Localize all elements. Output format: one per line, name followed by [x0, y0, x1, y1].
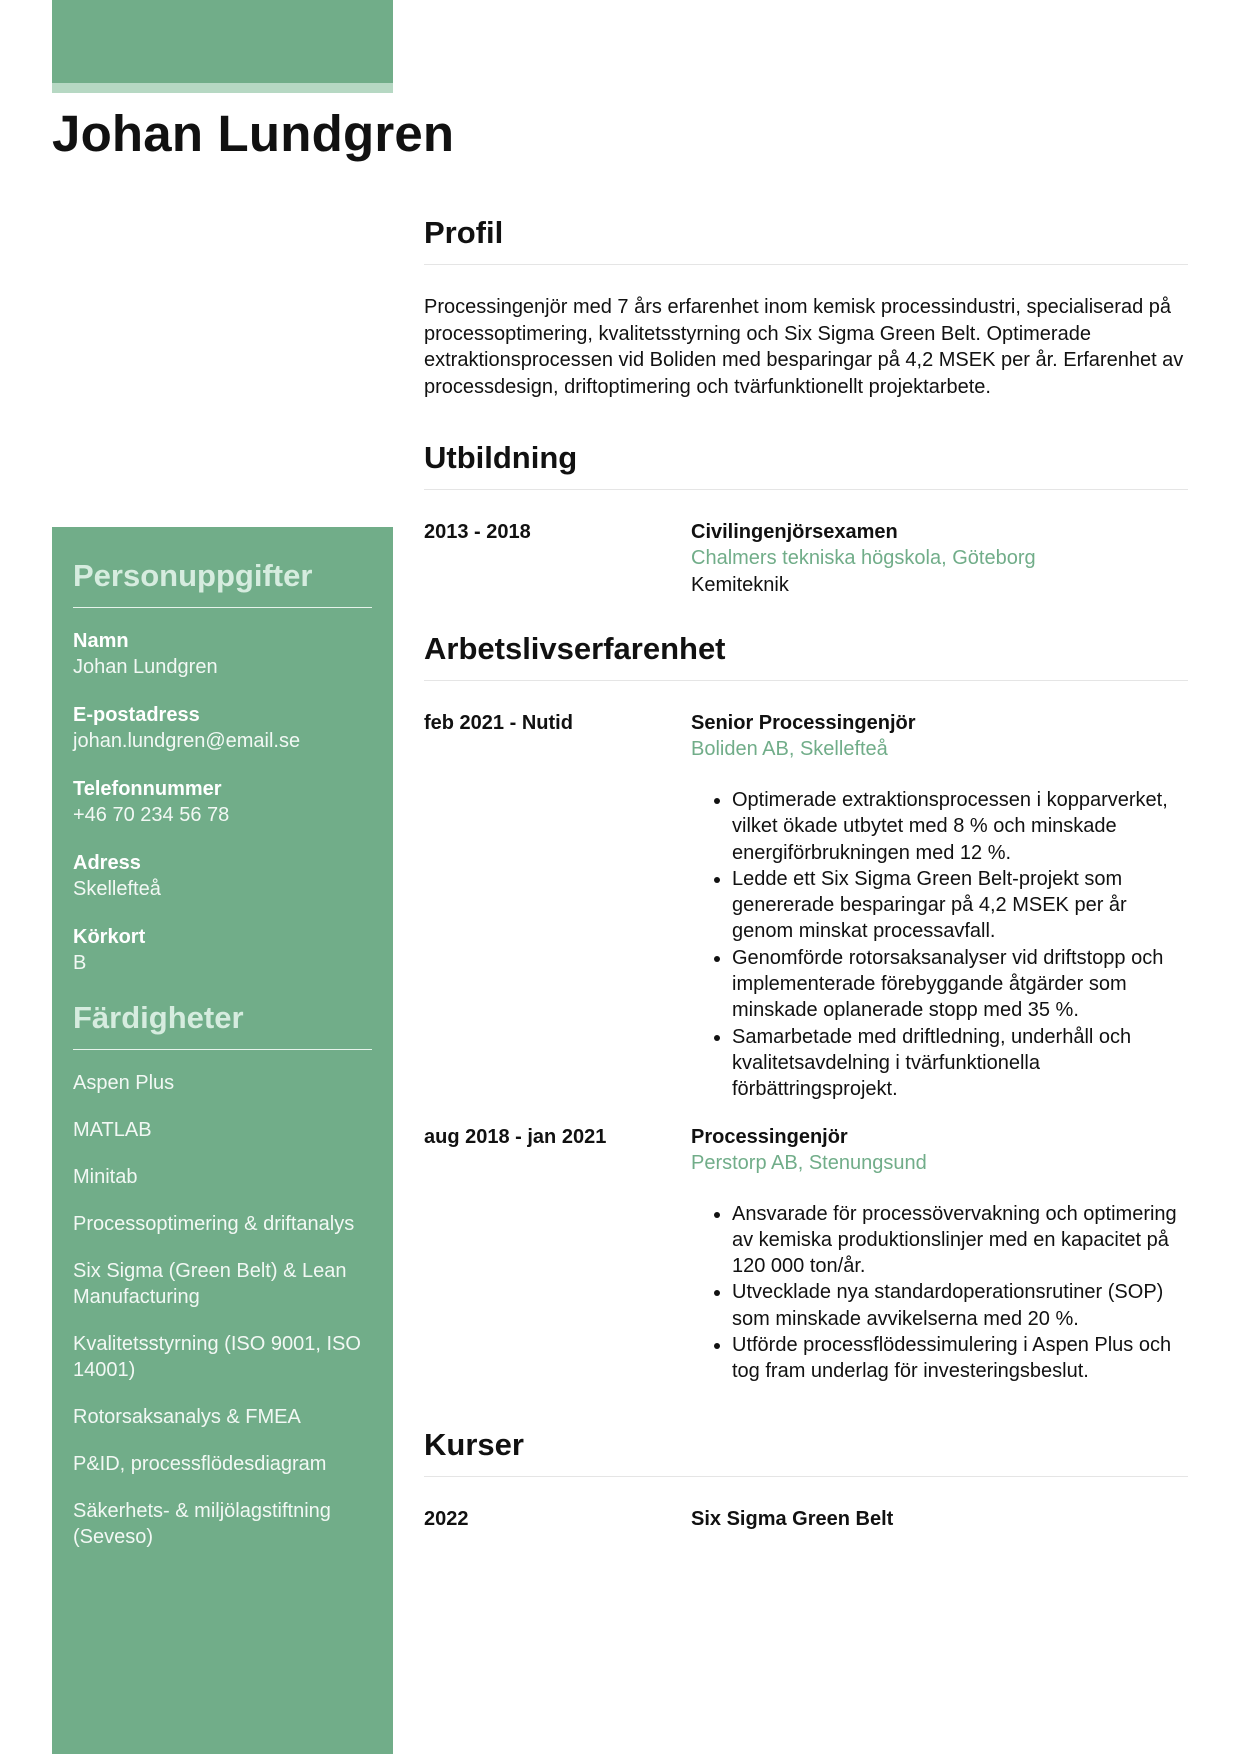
entry-date: aug 2018 - jan 2021 — [424, 1125, 607, 1148]
entry-organization: Boliden AB, Skellefteå — [691, 738, 888, 760]
personal-info-list — [73, 628, 372, 977]
experience-entry — [424, 710, 1188, 1103]
experience-heading: Arbetslivserfarenhet — [424, 631, 726, 666]
entry-detail: Kemiteknik — [691, 574, 789, 596]
achievement-item: • Samarbetade med driftledning, underhåll och kvalitetsavdelning i tvärfunktionella förbättringsprojekt. — [732, 1024, 1188, 1103]
info-label: E-postadress — [73, 704, 200, 726]
achievement-item: • Optimerade extraktionsprocessen i kopparverket, vilket ökade utbytet med 8 % och minskade energiförbrukningen med 12 %. — [732, 787, 1188, 866]
entry-title: Senior Processingenjör — [691, 712, 916, 734]
entry-date: 2022 — [424, 1507, 469, 1530]
entry-date: 2013 - 2018 — [424, 521, 531, 543]
skill-item: Processoptimering & driftanalys — [73, 1213, 355, 1235]
skill-item: Minitab — [73, 1166, 138, 1188]
entry-organization: Chalmers tekniska högskola, Göteborg — [691, 547, 1036, 569]
section-divider — [424, 680, 1188, 681]
skill-item: Säkerhets- & miljölagstiftning (Seveso) — [73, 1500, 331, 1548]
experience-entry — [424, 1124, 1188, 1385]
achievement-item: • Genomförde rotorsaksanalyser vid driftstopp och implementerade förebyggande åtgärder som minskade oplanerade stopp med 35 %. — [732, 945, 1188, 1024]
info-label: Körkort — [73, 926, 146, 948]
achievement-item: • Utförde processflödessimulering i Aspen Plus och tog fram underlag för investeringsbeslut. — [732, 1332, 1188, 1385]
courses-section — [424, 1425, 1188, 1532]
achievement-item: • Ledde ett Six Sigma Green Belt-projekt som genererade besparingar på 4,2 MSEK per år genom minskat processavfall. — [732, 866, 1188, 945]
education-entry — [424, 519, 1188, 599]
section-divider — [424, 264, 1188, 265]
education-section — [424, 438, 1188, 599]
achievement-item: • Utvecklade nya standardoperationsrutiner (SOP) som minskade avvikelserna med 20 %. — [732, 1279, 1188, 1332]
entry-body — [691, 1506, 1188, 1532]
personal-info-heading: Personuppgifter — [73, 558, 313, 593]
profile-text: Processingenjör med 7 års erfarenhet inom kemisk processindustri, specialiserad på processoptimering, kvalitetsstyrning och Six Sigma Green Belt. Optimerade extraktionsprocessen vid Boliden med besparingar på 4,2 MSEK per år. Erfarenhet av processdesign, driftoptimering och tvärfunktionellt projektarbete. — [424, 296, 1184, 398]
skill-item: Aspen Plus — [73, 1072, 175, 1094]
achievement-list — [691, 787, 1188, 1103]
section-divider — [424, 1476, 1188, 1477]
header-accent-bar — [52, 0, 393, 83]
profile-heading: Profil — [424, 215, 504, 250]
skills-heading: Färdigheter — [73, 1000, 244, 1035]
skill-item: Kvalitetsstyrning (ISO 9001, ISO 14001) — [73, 1333, 361, 1381]
achievement-item: • Ansvarade för processövervakning och optimering av kemiska produktionslinjer med en kapacitet på 120 000 ton/år. — [732, 1201, 1188, 1280]
entry-body — [691, 1124, 1188, 1385]
entry-title: Processingenjör — [691, 1125, 848, 1148]
personal-info-item — [73, 850, 372, 903]
main-content — [424, 213, 1188, 1532]
skill-item: Rotorsaksanalys & FMEA — [73, 1406, 301, 1428]
info-value: B — [73, 952, 87, 974]
sidebar-divider — [73, 607, 372, 608]
entry-organization: Perstorp AB, Stenungsund — [691, 1151, 927, 1174]
experience-section — [424, 629, 1188, 1385]
education-heading: Utbildning — [424, 440, 578, 475]
sidebar — [52, 527, 393, 1754]
profile-section — [424, 213, 1188, 400]
skill-item: MATLAB — [73, 1119, 152, 1141]
sidebar-divider — [73, 1049, 372, 1050]
candidate-name: Johan Lundgren — [52, 105, 455, 162]
info-label: Adress — [73, 852, 141, 874]
info-label: Namn — [73, 630, 129, 652]
section-divider — [424, 489, 1188, 490]
skill-item: P&ID, processflödesdiagram — [73, 1453, 327, 1475]
entry-title: Six Sigma Green Belt — [691, 1507, 894, 1530]
entry-date: feb 2021 - Nutid — [424, 712, 573, 734]
personal-info-item — [73, 628, 372, 681]
achievement-list — [691, 1201, 1188, 1385]
personal-info-item — [73, 776, 372, 829]
course-entry — [424, 1506, 1188, 1532]
info-value: Johan Lundgren — [73, 656, 218, 678]
skills-list — [73, 1070, 372, 1550]
header-accent-stripe — [52, 83, 393, 93]
skill-item: Six Sigma (Green Belt) & Lean Manufacturing — [73, 1260, 347, 1308]
info-value: johan.lundgren@email.se — [73, 730, 301, 752]
entry-title: Civilingenjörsexamen — [691, 521, 898, 543]
info-label: Telefonnummer — [73, 778, 222, 800]
courses-heading: Kurser — [424, 1426, 524, 1462]
entry-body — [691, 519, 1188, 599]
personal-info-item — [73, 924, 372, 977]
info-value: +46 70 234 56 78 — [73, 804, 230, 826]
entry-body — [691, 710, 1188, 1103]
info-value: Skellefteå — [73, 878, 161, 900]
personal-info-item — [73, 702, 372, 755]
